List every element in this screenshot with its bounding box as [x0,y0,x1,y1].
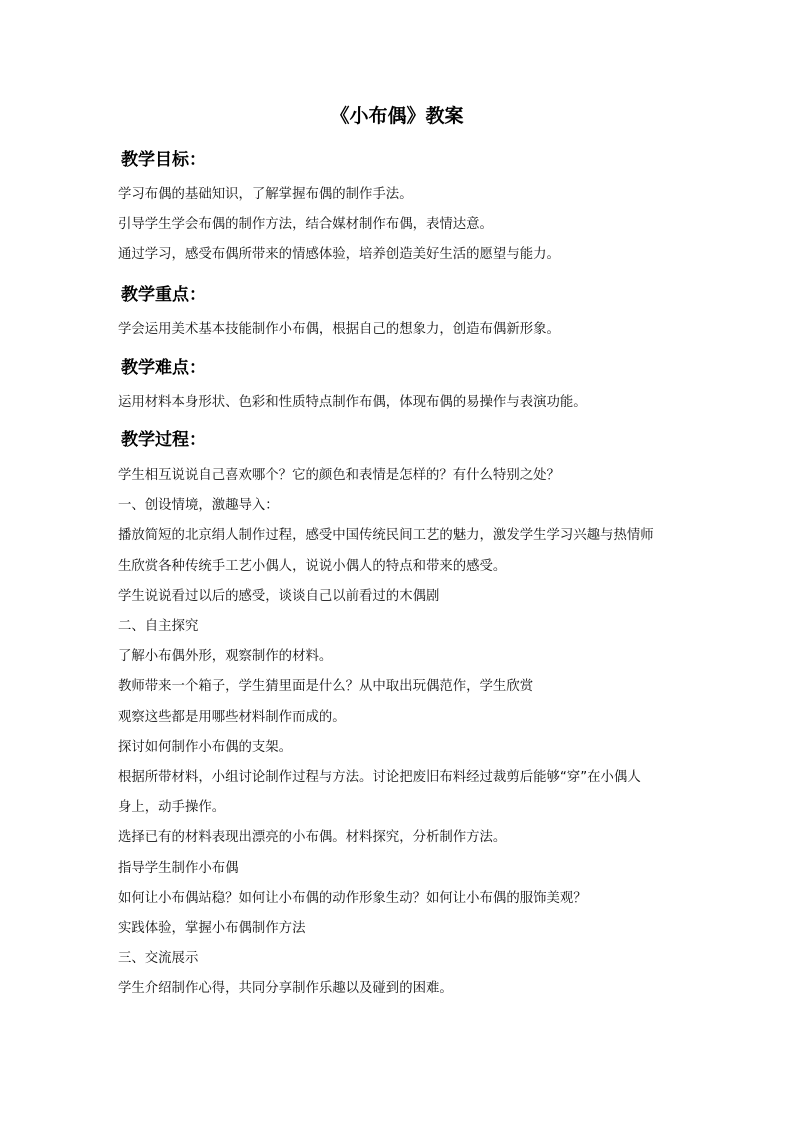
paragraph-line: 通过学习，感受布偶所带来的情感体验，培养创造美好生活的愿望与能力。 [118,247,560,263]
paragraph-line: 如何让小布偶站稳？如何让小布偶的动作形象生动？如何让小布偶的服饰美观？ [118,890,587,906]
document-title: 《小布偶》教案 [330,105,464,127]
section-heading-process: 教学过程： [121,430,206,450]
paragraph-line: 教师带来一个箱子，学生猜里面是什么？从中取出玩偶范作，学生欣赏 [118,679,534,695]
section-heading-key-points: 教学重点： [121,285,206,305]
paragraph-line: 探讨如何制作小布偶的支架。 [118,739,293,755]
paragraph-line: 身上，动手操作。 [118,800,226,816]
paragraph-line: 引导学生学会布偶的制作方法，结合媒材制作布偶，表情达意。 [118,217,493,233]
paragraph-line: 了解小布偶外形，观察制作的材料。 [118,649,333,665]
section-body-objectives [118,180,683,271]
paragraph-line: 学习布偶的基础知识，了解掌握布偶的制作手法。 [118,187,413,202]
paragraph-line: 根据所带材料，小组讨论制作过程与方法。讨论把废旧布料经过裁剪后能够“穿”在小偶人 [118,770,641,786]
paragraph-line: 生欣赏各种传统手工艺小偶人，说说小偶人的特点和带来的感受。 [118,558,507,574]
paragraph-line: 三、交流展示 [118,951,199,967]
paragraph-line: 学生说说看过以后的感受，谈谈自己以前看过的木偶剧 [118,588,440,604]
paragraph-line: 实践体验，掌握小布偶制作方法 [118,921,306,937]
paragraph-line: 二、自主探究 [118,619,199,635]
paragraph-line: 学会运用美术基本技能制作小布偶，根据自己的想象力，创造布偶新形象。 [118,322,560,337]
section-heading-difficulties: 教学难点： [121,358,206,378]
paragraph-line: 观察这些都是用哪些材料制作而成的。 [118,709,346,725]
section-body-key-points [118,315,683,345]
paragraph-line: 指导学生制作小布偶 [118,860,239,876]
section-heading-objectives: 教学目标： [121,150,206,170]
paragraph-line: 学生介绍制作心得，共同分享制作乐趣以及碰到的困难。 [118,981,453,997]
paragraph-line: 学生相互说说自己喜欢哪个？它的颜色和表情是怎样的？有什么特别之处？ [118,468,560,483]
paragraph-line: 运用材料本身形状、色彩和性质特点制作布偶，体现布偶的易操作与表演功能。 [118,395,587,410]
section-body-process [118,461,683,1005]
paragraph-line: 一、创设情境，激趣导入： [118,498,279,514]
paragraph-line: 播放简短的北京绢人制作过程，感受中国传统民间工艺的魅力，激发学生学习兴趣与热情师 [118,528,654,544]
section-body-difficulties [118,388,683,418]
paragraph-line: 选择已有的材料表现出漂亮的小布偶。材料探究，分析制作方法。 [118,830,507,846]
